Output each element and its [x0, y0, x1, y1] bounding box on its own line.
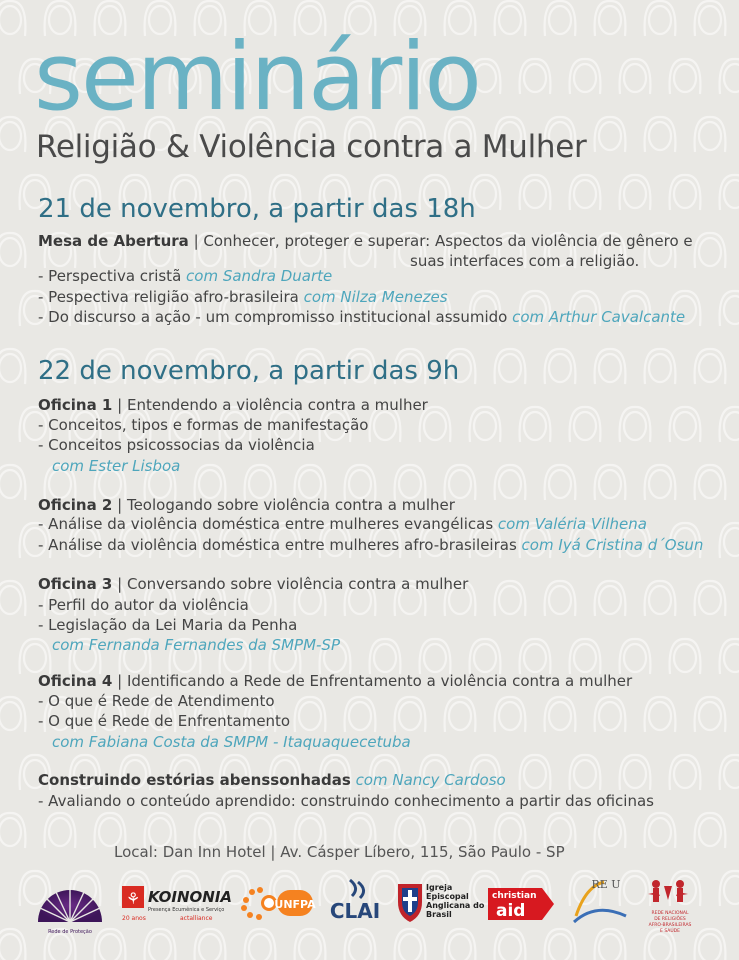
oficina2-item-2-speaker: com Iyá Cristina d´Osun — [521, 536, 704, 554]
day2-date: 22 de novembro, a partir das 9h — [38, 356, 460, 386]
oficina3-separator: | — [112, 575, 127, 593]
svg-text:DE RELIGIÕES: DE RELIGIÕES — [654, 917, 686, 922]
oficina3-speaker: com Fernanda Fernandes da SMPM-SP — [52, 636, 340, 654]
page-title: seminário — [34, 23, 480, 132]
koinonia-name: KOINONIA — [148, 888, 233, 906]
oficina2-item-2 — [38, 535, 703, 555]
sponsor-logos — [0, 870, 739, 950]
christian-aid-logo — [486, 884, 556, 924]
oficina1-separator: | — [112, 396, 127, 414]
oficina3-title: Conversando sobre violência contra a mulher — [126, 575, 469, 593]
day1-item-2-text: - Pespectiva religião afro-brasileira — [38, 288, 304, 306]
oficina2-item-1-text: - Análise da violência doméstica entre mulheres evangélicas — [38, 515, 498, 533]
day1-item-1 — [38, 266, 332, 286]
ieab-line-2: Episcopal — [426, 892, 469, 901]
mesa-text-1: Conhecer, proteger e superar: Aspectos da violência de gênero e — [203, 232, 693, 250]
oficina1-heading — [38, 395, 428, 415]
closing-item: - Avaliando o conteúdo aprendido: construindo conhecimento a partir das oficinas — [38, 792, 654, 810]
oficina3-heading — [38, 574, 468, 594]
mesa-label: Mesa de Abertura — [38, 232, 189, 250]
mesa-line-1 — [38, 231, 693, 251]
ieab-line-3: Anglicana do — [426, 901, 485, 910]
clai-text: CLAI — [329, 899, 381, 923]
koinonia-sub: Presença Ecumênica e Serviço — [148, 907, 225, 913]
unfpa-text: UNFPA — [274, 898, 316, 911]
svg-text:actalliance: actalliance — [180, 915, 213, 922]
mesa-separator: | — [188, 232, 204, 250]
mesa-line-2: suas interfaces com a religião. — [410, 252, 640, 270]
oficina2-title: Teologando sobre violência contra a mulher — [126, 496, 455, 514]
oficina2-item-1 — [38, 514, 647, 534]
christian-aid-1: christian — [492, 891, 537, 901]
oficina3-label: Oficina 3 — [38, 575, 113, 593]
oficina1-label: Oficina 1 — [38, 396, 113, 414]
svg-text:REDE NACIONAL: REDE NACIONAL — [651, 911, 689, 916]
oficina2-separator: | — [112, 496, 127, 514]
page-subtitle: Religião & Violência contra a Mulher — [36, 129, 587, 165]
closing-speaker: com Nancy Cardoso — [355, 771, 506, 789]
oficina3-item-1: - Perfil do autor da violência — [38, 596, 249, 614]
day1-item-1-speaker: com Sandra Duarte — [186, 267, 333, 285]
oficina1-item-1: - Conceitos, tipos e formas de manifestação — [38, 416, 369, 434]
oficina2-label: Oficina 2 — [38, 496, 113, 514]
oficina2-heading — [38, 495, 455, 515]
oficina3-item-2: - Legislação da Lei Maria da Penha — [38, 616, 298, 634]
day1-date: 21 de novembro, a partir das 18h — [38, 194, 476, 224]
day1-item-3-text: - Do discurso a ação - um compromisso institucional assumido — [38, 308, 513, 326]
svg-text:E SAÚDE: E SAÚDE — [660, 929, 680, 934]
svg-text:⚘: ⚘ — [125, 889, 141, 908]
rede-protecao-logo — [34, 878, 106, 940]
koinonia-logo — [120, 882, 233, 932]
christian-aid-2: aid — [496, 901, 526, 921]
clai-logo — [330, 878, 380, 924]
renafro-logo — [640, 874, 700, 936]
oficina4-item-1: - O que é Rede de Atendimento — [38, 692, 275, 710]
ieab-line-4: Brasil — [426, 910, 452, 919]
oficina4-title: Identificando a Rede de Enfrentamento a violência contra a mulher — [126, 672, 633, 690]
closing-heading — [38, 770, 506, 790]
renu-logo — [566, 872, 630, 932]
day1-item-3 — [38, 307, 685, 327]
day1-item-3-speaker: com Arthur Cavalcante — [512, 308, 686, 326]
svg-text:AFRO-BRASILEIRAS: AFRO-BRASILEIRAS — [648, 923, 692, 928]
oficina4-heading — [38, 671, 632, 691]
day1-item-2-speaker: com Nilza Menezes — [303, 288, 448, 306]
day1-item-1-text: - Perspectiva cristã — [38, 267, 187, 285]
venue-info: Local: Dan Inn Hotel | Av. Cásper Líbero, 115, São Paulo - SP — [114, 843, 565, 861]
closing-label: Construindo estórias abenssonhadas — [38, 771, 351, 789]
oficina1-item-2: - Conceitos psicossocias da violência — [38, 436, 315, 454]
svg-text:20 anos: 20 anos — [122, 915, 146, 922]
svg-text:Rede de Proteção: Rede de Proteção — [48, 929, 92, 935]
oficina4-separator: | — [112, 672, 127, 690]
oficina1-title: Entendendo a violência contra a mulher — [126, 396, 428, 414]
oficina4-label: Oficina 4 — [38, 672, 113, 690]
ieab-line-1: Igreja — [426, 883, 453, 892]
unfpa-logo — [240, 886, 314, 920]
renu-text: RE U — [591, 878, 621, 891]
oficina4-speaker: com Fabiana Costa da SMPM - Itaquaquecetuba — [52, 733, 411, 751]
oficina4-item-2: - O que é Rede de Enfrentamento — [38, 712, 291, 730]
oficina2-item-1-speaker: com Valéria Vilhena — [497, 515, 647, 533]
oficina1-speaker: com Ester Lisboa — [52, 457, 181, 475]
oficina2-item-2-text: - Análise da violência doméstica entre mulheres afro-brasileiras — [38, 536, 522, 554]
day1-item-2 — [38, 287, 448, 307]
ieab-logo — [396, 880, 485, 930]
